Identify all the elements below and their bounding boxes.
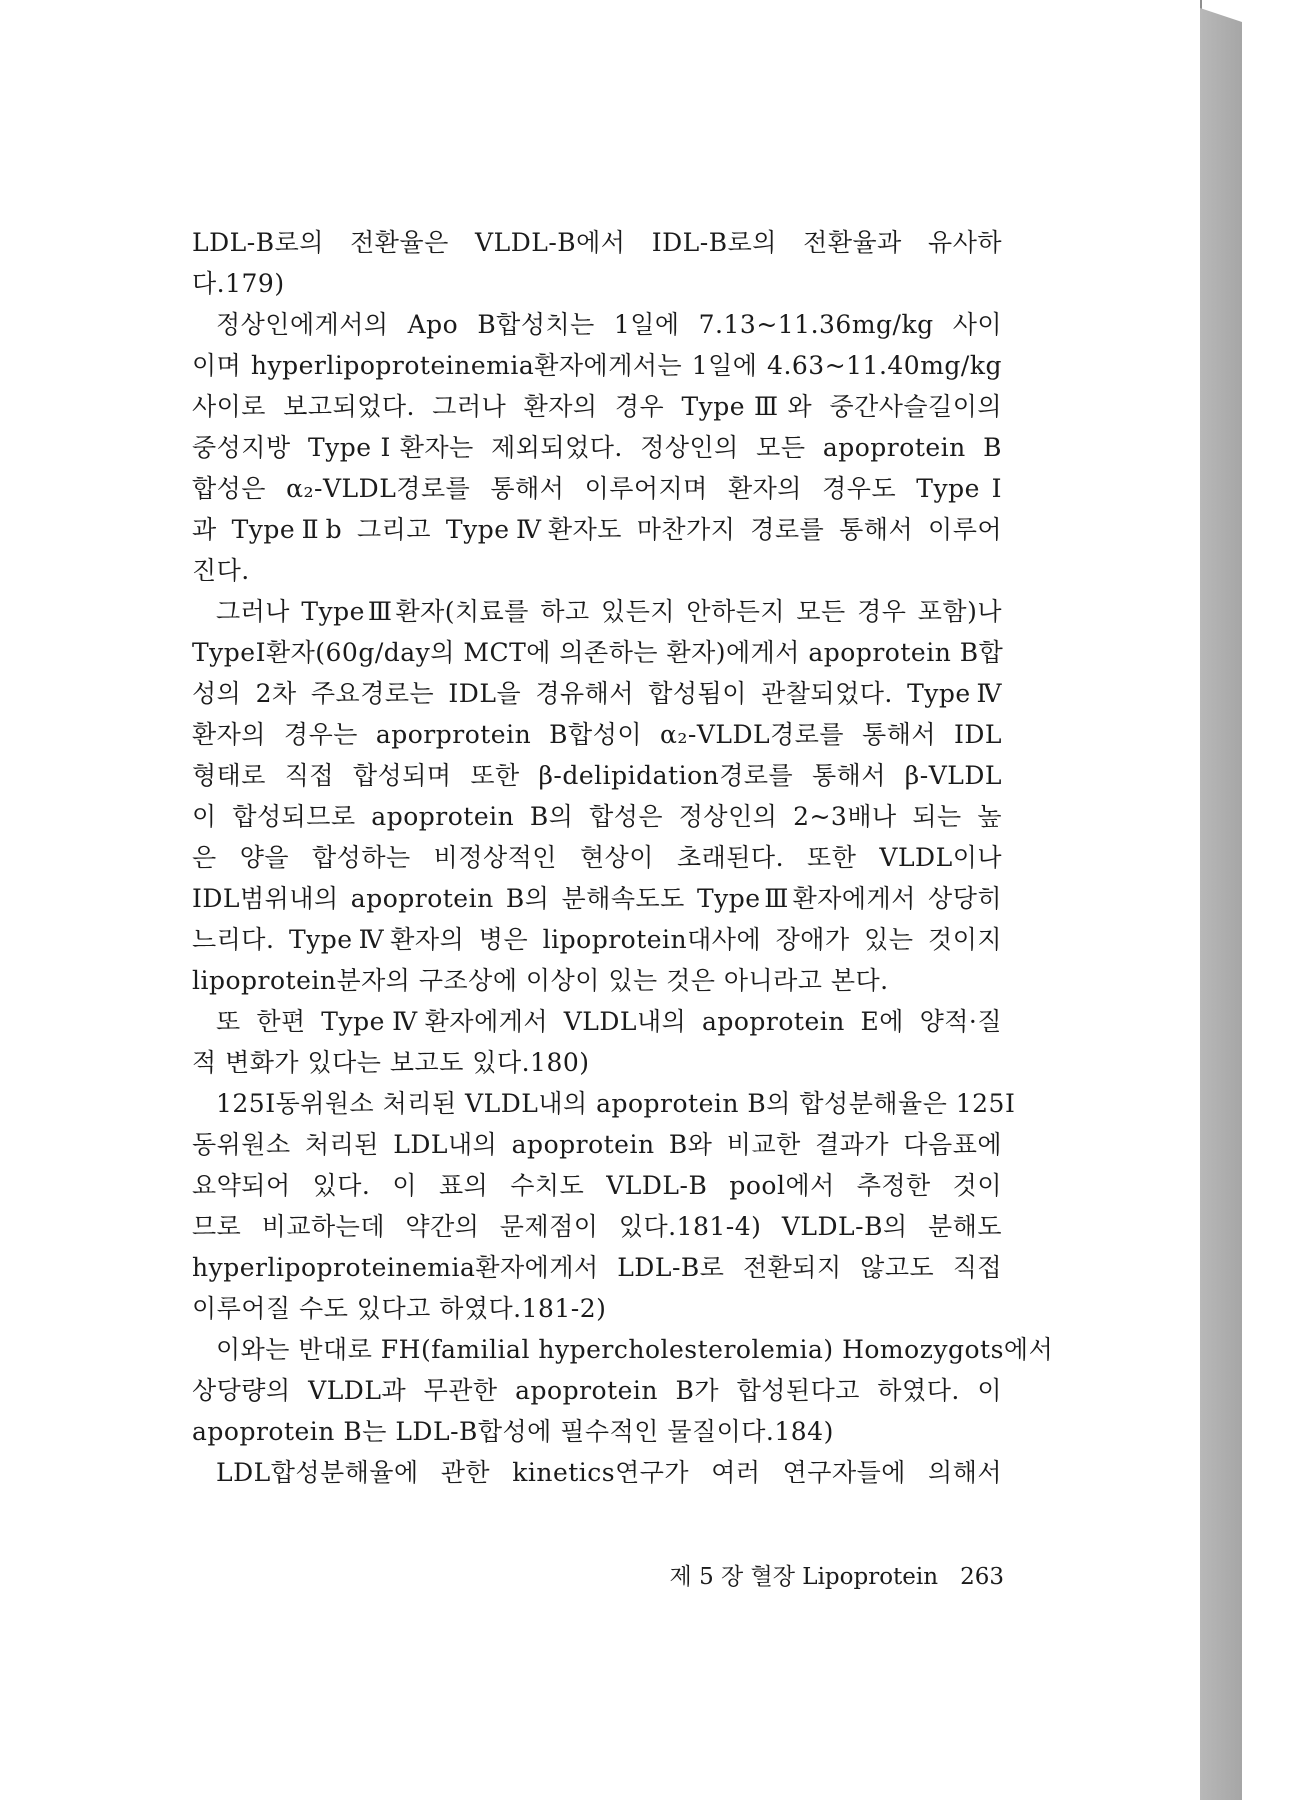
text-line: 중성지방 TypeⅠ환자는 제외되었다. 정상인의 모든 apoprotein B	[192, 433, 1002, 462]
text-line: 적 변화가 있다는 보고도 있다.180)	[192, 1048, 590, 1077]
text-line: 요약되어 있다. 이 표의 수치도 VLDL-B pool에서 추정한 것이	[192, 1171, 1002, 1200]
text-line: TypeⅠ환자(60g/day의 MCT에 의존하는 환자)에게서 apoprotein B합	[192, 638, 1004, 667]
text-line: apoprotein B는 LDL-B합성에 필수적인 물질이다.184)	[192, 1417, 834, 1446]
text-line: 다.179)	[192, 269, 285, 298]
text-line: 이와는 반대로 FH(familial hypercholesterolemia) Homozygots에서	[216, 1335, 1054, 1364]
text-line: 합성은 α₂-VLDL경로를 통해서 이루어지며 환자의 경우도 TypeⅠ	[192, 474, 1002, 503]
body-text	[192, 222, 1054, 1493]
text-line: 125I동위원소 처리된 VLDL내의 apoprotein B의 합성분해율은 125I	[216, 1089, 1016, 1118]
text-line: 사이로 보고되었다. 그러나 환자의 경우 TypeⅢ와 중간사슬길이의	[192, 392, 1002, 421]
text-line: LDL합성분해율에 관한 kinetics연구가 여러 연구자들에 의해서	[216, 1458, 1002, 1487]
text-line: 정상인에게서의 Apo B합성치는 1일에 7.13~11.36mg/kg 사이	[216, 310, 1002, 339]
text-line: 동위원소 처리된 LDL내의 apoprotein B와 비교한 결과가 다음표에	[192, 1130, 1002, 1159]
text-line: 그러나 TypeⅢ환자(치료를 하고 있든지 안하든지 모든 경우 포함)나	[216, 597, 1002, 626]
text-line: 은 양을 합성하는 비정상적인 현상이 초래된다. 또한 VLDL이나	[192, 843, 1002, 872]
text-line: 또 한편 TypeⅣ환자에게서 VLDL내의 apoprotein E에 양적·질	[216, 1007, 1002, 1036]
text-line: IDL범위내의 apoprotein B의 분해속도도 TypeⅢ환자에게서 상당히	[192, 884, 1002, 913]
running-footer	[644, 1558, 1004, 1591]
text-line: 과 TypeⅡb 그리고 TypeⅣ환자도 마찬가지 경로를 통해서 이루어	[192, 515, 1002, 544]
text-line: LDL-B로의 전환율은 VLDL-B에서 IDL-B로의 전환율과 유사하	[192, 228, 1002, 257]
text-line: lipoprotein분자의 구조상에 이상이 있는 것은 아니라고 본다.	[192, 966, 889, 995]
text-line: 상당량의 VLDL과 무관한 apoprotein B가 합성된다고 하였다. 이	[192, 1376, 1002, 1405]
text-line: 성의 2차 주요경로는 IDL을 경유해서 합성됨이 관찰되었다. TypeⅣ	[192, 679, 1002, 708]
text-line: 형태로 직접 합성되며 또한 β-delipidation경로를 통해서 β-VLDL	[192, 761, 1002, 790]
text-line: 므로 비교하는데 약간의 문제점이 있다.181-4) VLDL-B의 분해도	[192, 1212, 1002, 1241]
page-number: 263	[960, 1564, 1004, 1590]
text-line: 느리다. TypeⅣ환자의 병은 lipoprotein대사에 장애가 있는 것이지	[192, 925, 1002, 954]
page-stack-edge	[1200, 8, 1242, 1800]
text-line: 환자의 경우는 aporprotein B합성이 α₂-VLDL경로를 통해서 IDL	[192, 720, 1002, 749]
text-line: 진다.	[192, 556, 250, 585]
text-line: 이루어질 수도 있다고 하였다.181-2)	[192, 1294, 607, 1323]
chapter-title: 제 5 장 혈장 Lipoprotein	[669, 1564, 939, 1590]
text-line: 이 합성되므로 apoprotein B의 합성은 정상인의 2~3배나 되는 높	[192, 802, 1002, 831]
text-line: 이며 hyperlipoproteinemia환자에게서는 1일에 4.63~11.40mg/kg	[192, 351, 1002, 380]
text-line: hyperlipoproteinemia환자에게서 LDL-B로 전환되지 않고도 직접	[192, 1253, 1002, 1282]
